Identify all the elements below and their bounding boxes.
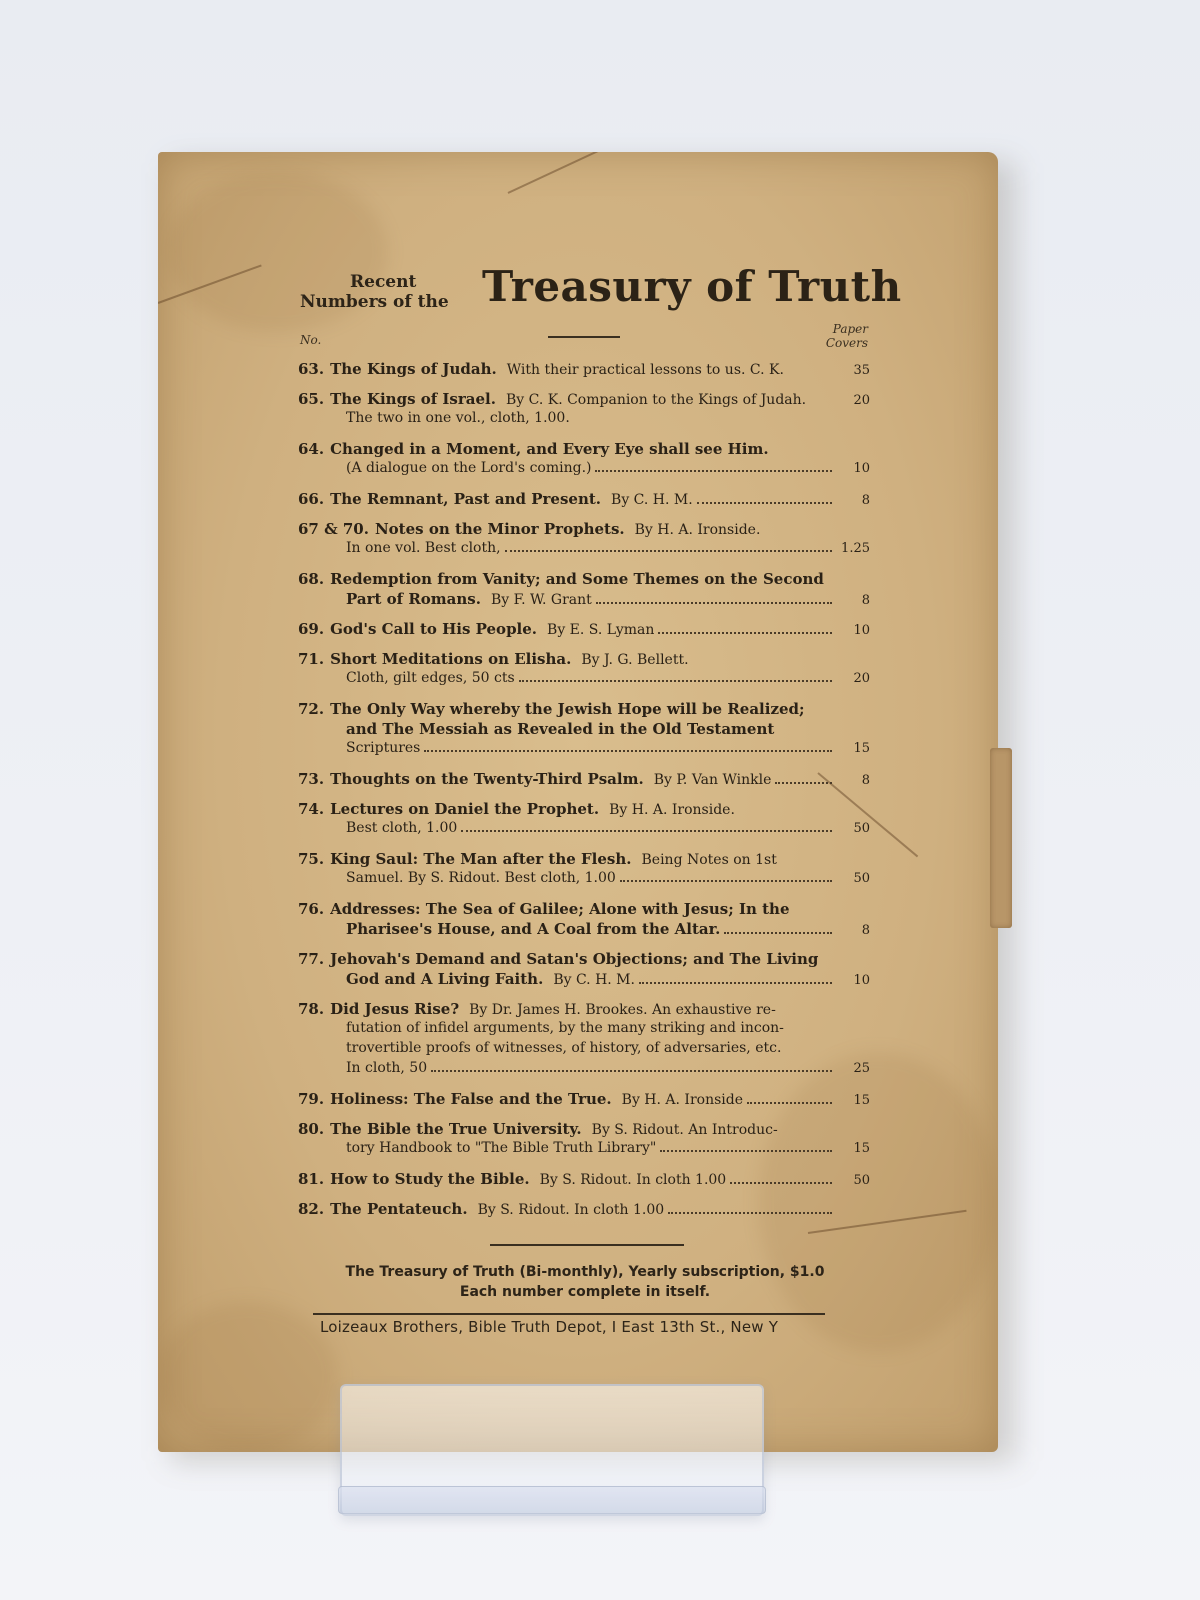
entry-line xyxy=(298,410,870,430)
entry-description: With their practical lessons to us. C. K. xyxy=(506,362,784,378)
entry-title: The Kings of Judah. xyxy=(330,360,497,378)
entry-line xyxy=(298,540,870,560)
dot-leader xyxy=(747,1102,832,1104)
entry-line xyxy=(298,1020,870,1040)
header-recent: Recent xyxy=(350,272,417,292)
entry-number: 69. xyxy=(298,620,325,638)
header-rule xyxy=(548,336,620,338)
entry-price: 50 xyxy=(853,871,870,886)
catalog-entry xyxy=(298,490,870,510)
entry-line xyxy=(298,770,870,790)
entry-line xyxy=(298,700,870,720)
entry-description: Being Notes on 1st xyxy=(641,852,777,868)
entry-description: By P. Van Winkle xyxy=(653,772,772,788)
entry-number: 76. xyxy=(298,900,325,918)
acrylic-stand-base xyxy=(338,1486,766,1514)
entry-description: The two in one vol., cloth, 1.00. xyxy=(346,410,570,426)
entry-title: Short Meditations on Elisha. xyxy=(330,650,572,668)
entry-title: Did Jesus Rise? xyxy=(330,1000,460,1018)
entry-number: 74. xyxy=(298,800,325,818)
catalog-entry xyxy=(298,570,870,610)
entry-price: 50 xyxy=(853,821,870,836)
entry-description: (A dialogue on the Lord's coming.) xyxy=(346,460,592,476)
entry-price: 20 xyxy=(853,393,870,408)
entry-description: futation of infidel arguments, by the many striking and incon- xyxy=(346,1020,784,1036)
entry-number: 68. xyxy=(298,570,325,588)
catalog-entry xyxy=(298,390,870,430)
entry-number: 64. xyxy=(298,440,325,458)
entry-line xyxy=(298,740,870,760)
footer-complete-note: Each number complete in itself. xyxy=(459,1284,711,1300)
entry-title: Part of Romans. xyxy=(346,590,481,608)
entry-line xyxy=(298,900,870,920)
entry-description: Samuel. By S. Ridout. Best cloth, 1.00 xyxy=(346,870,616,886)
catalog-entry xyxy=(298,900,870,940)
dot-leader xyxy=(775,782,832,784)
footer-rule xyxy=(490,1244,684,1246)
entry-number: 80. xyxy=(298,1120,325,1138)
entry-line xyxy=(298,670,870,690)
entry-title: God's Call to His People. xyxy=(330,620,538,638)
publisher-rule xyxy=(313,1313,825,1315)
entry-line xyxy=(298,1170,870,1190)
entry-title: The Kings of Israel. xyxy=(330,390,496,408)
entry-line xyxy=(298,390,870,410)
column-label-paper-covers xyxy=(800,322,868,350)
entry-price: 35 xyxy=(853,363,870,378)
entry-number: 75. xyxy=(298,850,325,868)
entry-line xyxy=(298,720,870,740)
dot-leader xyxy=(461,830,832,832)
dot-leader xyxy=(431,1070,832,1072)
entry-title: God and A Living Faith. xyxy=(346,970,544,988)
entry-price: 15 xyxy=(853,741,870,756)
dot-leader xyxy=(660,1150,832,1152)
entry-description: By J. G. Bellett. xyxy=(581,652,689,668)
entry-title: The Pentateuch. xyxy=(330,1200,468,1218)
cover-header xyxy=(300,262,902,332)
catalog-entry xyxy=(298,770,870,790)
entry-number: 72. xyxy=(298,700,325,718)
footer-publisher: Loizeaux Brothers, Bible Truth Depot, I East 13th St., New Y xyxy=(320,1318,779,1336)
catalog-entry xyxy=(298,650,870,690)
catalog-entry xyxy=(298,360,870,380)
entry-title: and The Messiah as Revealed in the Old Testament xyxy=(346,720,775,738)
footer-subscription-block xyxy=(300,1262,870,1302)
entry-title: The Only Way whereby the Jewish Hope will be Realized; xyxy=(330,700,805,718)
entry-description: In one vol. Best cloth, xyxy=(346,540,501,556)
entry-line xyxy=(298,1200,870,1220)
entry-line xyxy=(298,1120,870,1140)
catalog-entry xyxy=(298,1090,870,1110)
catalog-entry xyxy=(298,1120,870,1160)
entry-price: 8 xyxy=(861,773,870,788)
catalog-entry xyxy=(298,1170,870,1190)
entry-description: By H. A. Ironside xyxy=(621,1092,744,1108)
column-label-no: No. xyxy=(300,333,322,347)
dot-leader xyxy=(697,502,832,504)
dot-leader xyxy=(424,750,832,752)
entry-description: By S. Ridout. An Introduc- xyxy=(591,1122,778,1138)
catalog-entry xyxy=(298,1000,870,1080)
entry-line xyxy=(298,570,870,590)
entry-title: Pharisee's House, and A Coal from the Altar. xyxy=(346,920,721,938)
entry-title: Changed in a Moment, and Every Eye shall see Him. xyxy=(330,440,769,458)
catalog-entry xyxy=(298,440,870,480)
entry-number: 77. xyxy=(298,950,325,968)
dot-leader xyxy=(596,602,832,604)
entry-price: 50 xyxy=(853,1173,870,1188)
entry-description: By F. W. Grant xyxy=(490,592,592,608)
entry-price: 10 xyxy=(853,623,870,638)
entry-price: 8 xyxy=(861,493,870,508)
entry-description: tory Handbook to "The Bible Truth Library" xyxy=(346,1140,657,1156)
page-title: Treasury of Truth xyxy=(482,262,902,311)
column-label-covers: Covers xyxy=(825,336,868,350)
entry-description: trovertible proofs of witnesses, of history, of adversaries, etc. xyxy=(346,1040,782,1056)
entry-number: 63. xyxy=(298,360,325,378)
header-numbers-of-the: Numbers of the xyxy=(300,292,449,312)
entry-line xyxy=(298,1060,870,1080)
entry-line xyxy=(298,1140,870,1160)
entry-price: 10 xyxy=(853,461,870,476)
dot-leader xyxy=(730,1182,832,1184)
catalog-entry xyxy=(298,620,870,640)
entry-line xyxy=(298,920,870,940)
entry-title: The Bible the True University. xyxy=(330,1120,582,1138)
entry-line xyxy=(298,590,870,610)
entry-price: 25 xyxy=(853,1061,870,1076)
entry-description: Scriptures xyxy=(346,740,421,756)
entry-number: 71. xyxy=(298,650,325,668)
entry-description: By C. K. Companion to the Kings of Judah. xyxy=(505,392,807,408)
entry-number: 73. xyxy=(298,770,325,788)
entry-description: By S. Ridout. In cloth 1.00 xyxy=(539,1172,727,1188)
entry-line xyxy=(298,460,870,480)
entry-line xyxy=(298,820,870,840)
entry-number: 79. xyxy=(298,1090,325,1108)
entry-price: 15 xyxy=(853,1141,870,1156)
entry-number: 82. xyxy=(298,1200,325,1218)
footer-subscription: The Treasury of Truth (Bi-monthly), Yearly subscription, $1.0 xyxy=(345,1264,825,1280)
entry-title: Holiness: The False and the True. xyxy=(330,1090,612,1108)
catalog-entry xyxy=(298,700,870,760)
entry-description: In cloth, 50 xyxy=(346,1060,428,1076)
entry-line xyxy=(298,650,870,670)
catalog-entry xyxy=(298,800,870,840)
entry-line xyxy=(298,620,870,640)
entry-description: By Dr. James H. Brookes. An exhaustive re- xyxy=(469,1002,776,1018)
column-label-paper: Paper xyxy=(832,322,868,336)
catalog-list xyxy=(298,360,870,1230)
dot-leader xyxy=(658,632,832,634)
dot-leader xyxy=(620,880,832,882)
entry-price: 10 xyxy=(853,973,870,988)
entry-line xyxy=(298,490,870,510)
dot-leader xyxy=(505,550,832,552)
entry-title: Notes on the Minor Prophets. xyxy=(374,520,625,538)
entry-line xyxy=(298,970,870,990)
catalog-entry xyxy=(298,950,870,990)
entry-title: Lectures on Daniel the Prophet. xyxy=(330,800,600,818)
dot-leader xyxy=(724,932,832,934)
entry-price: 8 xyxy=(861,593,870,608)
entry-price: 1.25 xyxy=(841,541,870,556)
entry-description: By H. A. Ironside. xyxy=(609,802,735,818)
entry-description: By C. H. M. xyxy=(553,972,635,988)
entry-line xyxy=(298,850,870,870)
entry-line xyxy=(298,800,870,820)
entry-line xyxy=(298,1040,870,1060)
entry-description: By S. Ridout. In cloth 1.00 xyxy=(477,1202,665,1218)
dot-leader xyxy=(668,1212,832,1214)
entry-title: King Saul: The Man after the Flesh. xyxy=(330,850,632,868)
entry-number: 65. xyxy=(298,390,325,408)
entry-price: 20 xyxy=(853,671,870,686)
entry-number: 67 & 70. xyxy=(298,520,369,538)
entry-description: By H. A. Ironside. xyxy=(634,522,761,538)
entry-title: Thoughts on the Twenty-Third Psalm. xyxy=(330,770,644,788)
catalog-entry xyxy=(298,1200,870,1220)
entry-line xyxy=(298,360,870,380)
entry-price: 15 xyxy=(853,1093,870,1108)
entry-line xyxy=(298,1000,870,1020)
entry-line xyxy=(298,950,870,970)
catalog-entry xyxy=(298,520,870,560)
entry-number: 78. xyxy=(298,1000,325,1018)
entry-description: Cloth, gilt edges, 50 cts xyxy=(346,670,515,686)
paper-stain xyxy=(158,1302,338,1452)
dot-leader xyxy=(639,982,832,984)
dot-leader xyxy=(595,470,832,472)
entry-description: Best cloth, 1.00 xyxy=(346,820,458,836)
entry-title: How to Study the Bible. xyxy=(330,1170,530,1188)
dot-leader xyxy=(519,680,832,682)
entry-line xyxy=(298,870,870,890)
entry-line xyxy=(298,1090,870,1110)
entry-price: 8 xyxy=(861,923,870,938)
entry-description: By C. H. M. xyxy=(611,492,693,508)
entry-number: 81. xyxy=(298,1170,325,1188)
entry-line xyxy=(298,440,870,460)
entry-title: Jehovah's Demand and Satan's Objections; and The Living xyxy=(330,950,819,968)
paper-crease xyxy=(508,152,618,194)
entry-line xyxy=(298,520,870,540)
catalog-entry xyxy=(298,850,870,890)
entry-title: Addresses: The Sea of Galilee; Alone with Jesus; In the xyxy=(330,900,790,918)
entry-title: The Remnant, Past and Present. xyxy=(330,490,602,508)
entry-description: By E. S. Lyman xyxy=(547,622,655,638)
entry-number: 66. xyxy=(298,490,325,508)
entry-title: Redemption from Vanity; and Some Themes on the Second xyxy=(330,570,824,588)
torn-spine-strip xyxy=(990,748,1012,928)
